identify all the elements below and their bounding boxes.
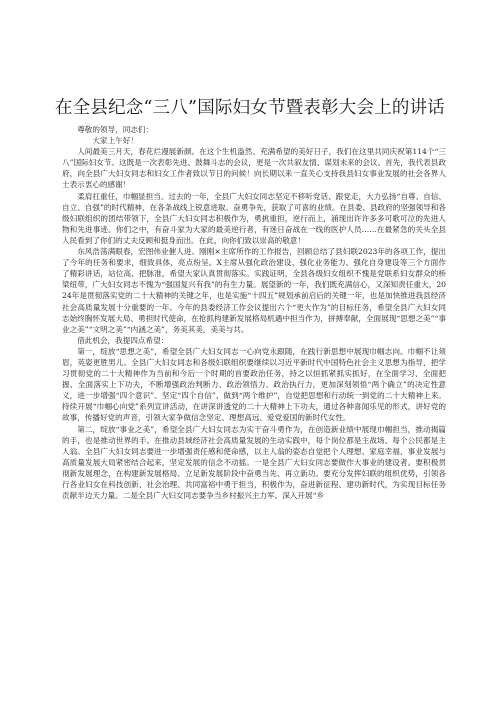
paragraph-opening: 人间最美三月天，春花烂漫展新颜。在这个生机盎然、充满希望的美好日子，我们在这里共同庆祝第114个“三八”国际妇女节。这既是一次表彰先进、鼓舞斗志的会议，更是一次共叙友情、谋划未来的会议。首先，我代表县政府，向全县广大妇女同志和妇女工作者致以节日的问候！向长期以来一直关心支持我县妇女事业发展的社会各界人士表示衷心的感谢！ xyxy=(62,147,446,190)
document-title: 在全县纪念“三八”国际妇女节暨表彰大会上的讲话 xyxy=(55,98,445,118)
paragraph-hope-1: 第一，绽放“思想之美”，希望全县广大妇女同志一心向党永跟随，在践行新思想中展现巾帼志向。巾帼不让须眉，英姿更胜男儿。全县广大妇女同志和各级妇联组织要继续以习近平新时代中国特色社会主义思想为指导，把学习贯彻党的二十大精神作为当前和今后一个时期的首要政治任务，持之以恒抓紧抓实抓好，在全面学习、全面把握、全面落实上下功夫，不断增强政治判断力、政治领悟力、政治执行力，更加深刻领悟“两个确立”的决定性意义，进一步增强“四个意识”、坚定“四个自信”、做到“两个维护”，自觉把思想和行动统一到党的二十大精神上来。持续开展“巾帼心向党”系列宣讲活动，在讲深讲透党的二十大精神上下功夫，通过各种喜闻乐见的形式，讲好党的故事，传播好党的声音，引领大家争做信念坚定、理想高远、爱党爱国的新时代女性。 xyxy=(62,346,446,423)
paragraph-outlook: 东风浩荡满眼春，宏图伟业催人进。刚刚×主席所作的工作报告，回顾总结了县妇联2023年的各项工作，提出了今年的任务和要求，细致具体，亮点纷呈。X主席从强化政治建设、强化业务能力、强化自身建设等三个方面作了精彩讲话，站位高、把脉准，希望大家认真贯彻落实。实践证明，全县各级妇女组织不愧是党联系妇女群众的桥梁纽带，广大妇女同志不愧为“强国复兴有我”的有生力量。展望新的一年，我们既充满信心，又深知责任重大，2024年是贯彻落实党的二十大精神的关键之年，也是实施“十四五”规划承前启后的关键一年，也是加快推进我县经济社会高质量发展十分重要的一年。今年的县委经济工作会议提出六个“更大作为”的目标任务，希望全县广大妇女同志始终胸怀发展大局、勇担时代使命，在抢抓构建新发展格局机遇中担当作为，拼搏奉献，全面展现“思想之美”“事业之美”“文明之美”“内涵之美”，务美其美，美美与共。 xyxy=(62,247,446,334)
paragraph-hope-2: 第二，绽放“事业之美”，希望全县广大妇女同志为实干奋斗勇作为，在创造新业绩中展现巾帼担当，推动揭篇的手，也是推动世界的手。在推动县域经济社会高质量发展的生动实践中，每个岗位都是主战场、每个公民都是主人翁。全县广大妇女同志要进一步增强责任感和使命感，以主人翁的姿态自觉把个人理想、家庭幸福、事业发展与高质量发展大局紧密结合起来，坚定发展的信念不动摇。一是全县广大妇女同志要做作大事业的建设者。要积极贯彻新发展理念，在构建新发展格局、立足新发展阶段中奋勇当先、再立新功。要充分发挥妇联的组织优势，引领各行各业妇女在科技创新、社会治理、共同富裕中勇于担当，积极作为，奋进新征程、建功新时代，为实现目标任务贡献半边天力量。二是全县广大妇女同志要争当乡村振兴主力军。深入开展“乡 xyxy=(62,424,446,501)
greeting: 大家上午好！ xyxy=(92,136,138,146)
document-body xyxy=(62,124,446,501)
paragraph-hopes-intro: 借此机会，我提四点希望： xyxy=(77,335,169,345)
paragraph-review: 柔肩扛重任，巾帼显担当。过去的一年，全县广大妇女同志坚定不移听党话、跟党走，大力弘扬“自尊、自信、自立、自强”的时代精神，在各条战线上锐意进取、奋勇争先，获取了可喜的业绩。在县委、县政府的坚强领导和各级妇联组织的团结带领下，全县广大妇女同志积极作为，勇挑重担，逆行而上，涌现出许许多多可歌可泣的先进人物和先进事迹。你们之中，有奋斗家为大家的最美逆行者，有迷日奋战在一线的医护人员……在最紧急的关头全县人民看到了你们的丈夫反顾和挺身而出。在此，向你们致以崇高的敬意！ xyxy=(62,191,446,245)
salutation: 尊敬的领导，同志们： xyxy=(77,125,154,134)
